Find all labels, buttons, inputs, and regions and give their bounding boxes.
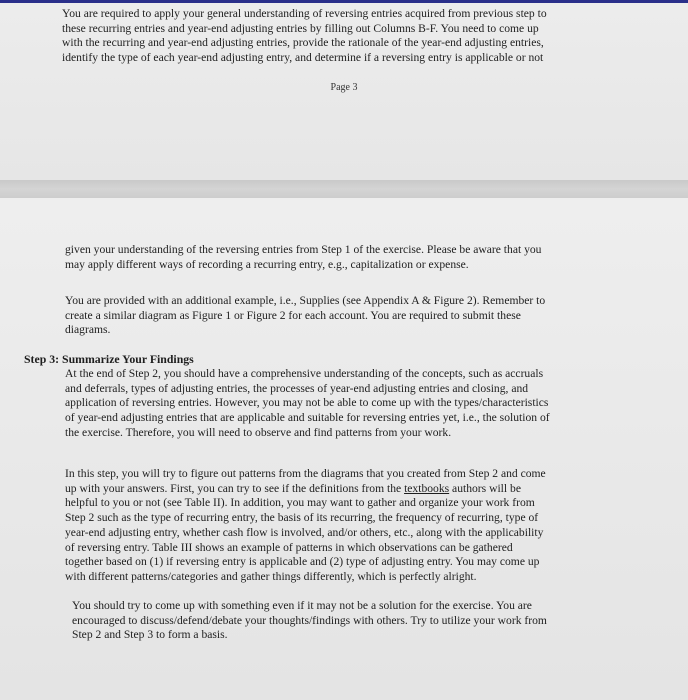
text-line: may apply different ways of recording a recurring entry, e.g., capitalization or expense. xyxy=(65,257,469,271)
text-line: helpful to you or not (see Table II). In addition, you may want to gather and organize your work from xyxy=(65,496,535,510)
page-separator xyxy=(0,180,688,198)
paragraph-supplies-example xyxy=(65,294,665,338)
paragraph-reversing-understanding xyxy=(65,243,665,272)
text-line: In this step, you will try to figure out patterns from the diagrams that you created from Step 2 and come xyxy=(65,467,546,480)
text-line: and deferrals, types of adjusting entries, the processes of year-end adjusting entries and closing, and xyxy=(65,381,529,395)
paragraph-encouragement xyxy=(72,599,662,643)
text-line xyxy=(65,482,665,497)
intro-paragraph xyxy=(62,7,672,66)
text-line: diagrams. xyxy=(65,323,111,337)
text-segment: up with your answers. First, you can try to see if the definitions from the xyxy=(65,481,405,495)
text-line: Step 2 such as the type of recurring entry, the basis of its recurring, the frequency of recurring, type of xyxy=(65,511,539,525)
text-line: You are provided with an additional example, i.e., Supplies (see Appendix A & Figure 2). Remember to xyxy=(65,294,546,307)
text-line: encouraged to discuss/defend/debate your thoughts/findings with others. Try to utilize your work from xyxy=(72,613,547,627)
text-line: You should try to come up with something even if it may not be a solution for the exercise. You are xyxy=(72,599,532,612)
textbooks-link[interactable]: textbooks xyxy=(404,481,450,495)
step3-heading: Step 3: Summarize Your Findings xyxy=(24,352,194,366)
text-line: of year-end adjusting entries that are applicable and suitable for reversing entries yet, i.e., the solution of xyxy=(65,411,550,425)
text-line: with different patterns/categories and gather things differently, which is perfectly alright. xyxy=(65,569,477,583)
text-line: create a similar diagram as Figure 1 or Figure 2 for each account. You are required to submit these xyxy=(65,308,521,322)
text-line: application of reversing entries. However, you may not be able to come up with the types/characteristics xyxy=(65,396,549,410)
page-bottom xyxy=(0,198,688,700)
text-line: You are required to apply your general understanding of reversing entries acquired from previous step to xyxy=(62,7,547,20)
paragraph-step2-summary xyxy=(65,367,665,441)
text-segment: authors will be xyxy=(449,481,521,495)
text-line: identify the type of each year-end adjusting entry, and determine if a reversing entry is applicable or not xyxy=(62,51,544,65)
text-line: of reversing entry. Table III shows an example of patterns in which observations can be gathered xyxy=(65,540,513,554)
text-line: Step 2 and Step 3 to form a basis. xyxy=(72,628,228,642)
text-line: the exercise. Therefore, you will need to observe and find patterns from your work. xyxy=(65,425,452,439)
text-line: year-end adjusting entry, whether cash flow is involved, and/or others, etc., along with the applicability xyxy=(65,525,544,539)
text-line: these recurring entries and year-end adjusting entries by filling out Columns B-F. You need to come up xyxy=(62,21,539,35)
text-line: together based on (1) if reversing entry is applicable and (2) type of adjusting entry. You may come up xyxy=(65,555,540,569)
page-top xyxy=(0,0,688,183)
paragraph-find-patterns xyxy=(65,467,665,585)
text-line: with the recurring and year-end adjusting entries, provide the rationale of the year-end adjusting entries, xyxy=(62,36,544,50)
text-line: given your understanding of the reversing entries from Step 1 of the exercise. Please be aware that you xyxy=(65,243,542,256)
text-line: At the end of Step 2, you should have a comprehensive understanding of the concepts, such as accruals xyxy=(65,367,544,380)
page-number: Page 3 xyxy=(330,82,358,93)
